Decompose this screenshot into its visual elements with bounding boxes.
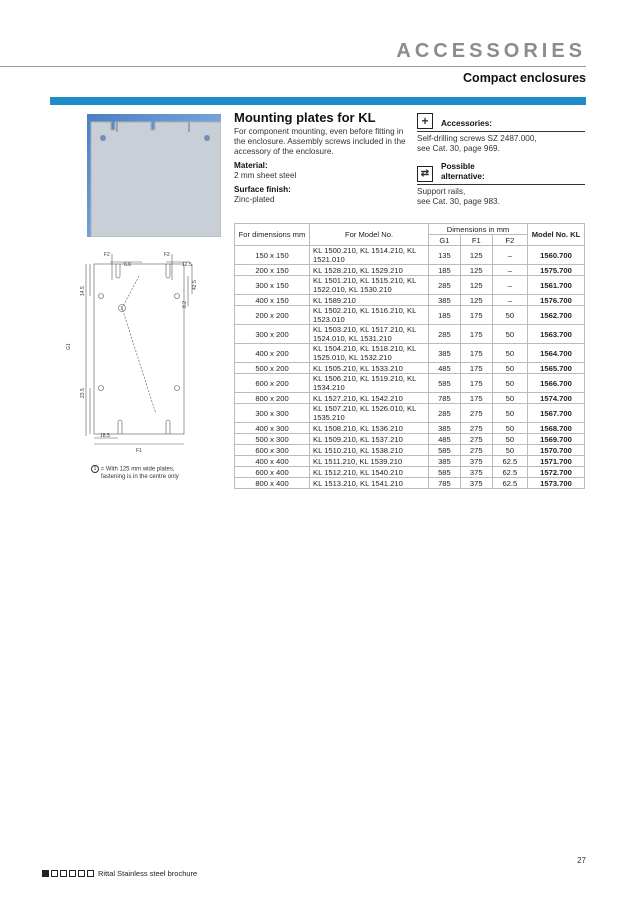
table-cell: – [492,265,527,276]
finish-label: Surface finish: [234,185,291,194]
table-cell: KL 1510.210, KL 1538.210 [310,445,429,456]
swap-arrows-icon: ⇄ [417,166,433,182]
accessories-label: Accessories: [441,119,492,128]
header-dims-mm: Dimensions in mm [429,224,528,235]
dim-23-5: 23.5 [80,388,86,398]
dim-g1: G1 [66,343,72,350]
table-cell: 1560.700 [528,246,585,265]
table-cell: 300 x 150 [235,276,310,295]
mounting-plates-table [234,223,585,489]
table-cell: 175 [460,306,492,325]
table-cell: 50 [492,344,527,363]
table-row [235,246,585,265]
table-cell: 785 [429,478,461,489]
accessories-text-1: Self-drilling screws SZ 2487.000, [417,134,537,143]
table-cell: 50 [492,434,527,445]
table-cell: 600 x 200 [235,374,310,393]
table-cell: 175 [460,325,492,344]
table-cell: 150 x 150 [235,246,310,265]
table-row [235,445,585,456]
table-row [235,456,585,467]
table-cell: 1562.700 [528,306,585,325]
product-description-block [234,127,414,209]
table-cell: 1568.700 [528,423,585,434]
table-row [235,393,585,404]
table-cell: KL 1502.210, KL 1516.210, KL 1523.010 [310,306,429,325]
empty-square-icon [69,870,76,877]
table-row [235,404,585,423]
table-cell: 585 [429,467,461,478]
alternative-label-1: Possible [441,162,475,171]
header-f1: F1 [460,235,492,246]
dim-f2-left: F2 [104,252,110,258]
table-cell: KL 1513.210, KL 1541.210 [310,478,429,489]
accessories-text-2: see Cat. 30, page 969. [417,144,500,153]
material-label: Material: [234,161,268,170]
dim-18-5: 18.5 [100,433,110,439]
table-cell: 185 [429,306,461,325]
brochure-name: Rittal Stainless steel brochure [98,869,198,878]
table-cell: – [492,246,527,265]
table-cell: 125 [460,295,492,306]
table-cell: 62.5 [492,478,527,489]
empty-square-icon [60,870,67,877]
table-cell: 385 [429,456,461,467]
table-cell: 175 [460,393,492,404]
table-cell: KL 1506.210, KL 1519.210, KL 1534.210 [310,374,429,393]
marker-1: 1 [120,306,124,312]
header-f2: F2 [492,235,527,246]
table-cell: 175 [460,344,492,363]
table-row [235,478,585,489]
table-row [235,295,585,306]
table-cell: KL 1508.210, KL 1536.210 [310,423,429,434]
table-cell: 50 [492,445,527,456]
table-cell: 600 x 300 [235,445,310,456]
table-cell: 500 x 200 [235,363,310,374]
header-model: For Model No. [310,224,429,246]
alternative-box [417,162,585,207]
table-cell: 1576.700 [528,295,585,306]
table-cell: 375 [460,467,492,478]
table-cell: KL 1500.210, KL 1514.210, KL 1521.010 [310,246,429,265]
table-cell: 375 [460,456,492,467]
table-cell: 800 x 400 [235,478,310,489]
header-dimensions: For dimensions mm [235,224,310,246]
table-cell: 1563.700 [528,325,585,344]
table-cell: 485 [429,363,461,374]
table-cell: 785 [429,393,461,404]
material-value: 2 mm sheet steel [234,171,297,180]
table-cell: KL 1528.210, KL 1529.210 [310,265,429,276]
table-row [235,344,585,363]
dim-6-6: 6.6 [124,262,131,268]
header-model-kl: Model No. KL [528,224,585,246]
table-cell: 400 x 150 [235,295,310,306]
table-cell: KL 1507.210, KL 1526.010, KL 1535.210 [310,404,429,423]
table-cell: 1567.700 [528,404,585,423]
table-row [235,276,585,295]
table-cell: 485 [429,434,461,445]
empty-square-icon [87,870,94,877]
mounting-plate-photo [87,114,221,237]
table-cell: 400 x 200 [235,344,310,363]
table-cell: 1575.700 [528,265,585,276]
table-cell: 400 x 400 [235,456,310,467]
table-cell: 125 [460,276,492,295]
table-cell: KL 1505.210, KL 1533.210 [310,363,429,374]
table-cell: – [492,276,527,295]
table-cell: 800 x 200 [235,393,310,404]
table-cell: 62.5 [492,467,527,478]
footer-brochure [42,869,197,878]
table-cell: 50 [492,325,527,344]
accessories-box [417,113,585,154]
table-cell: 185 [429,265,461,276]
dim-14-5: 14.5 [80,286,86,296]
table-cell: 135 [429,246,461,265]
filled-square-icon [42,870,49,877]
table-row [235,265,585,276]
table-cell: 385 [429,344,461,363]
finish-value: Zinc-plated [234,195,275,204]
section-title: ACCESSORIES [396,40,586,62]
table-cell: 285 [429,325,461,344]
table-cell: 585 [429,445,461,456]
table-cell: KL 1511.210, KL 1539.210 [310,456,429,467]
dim-8-2: 8.2 [182,301,188,308]
table-cell: 1565.700 [528,363,585,374]
table-cell: 275 [460,404,492,423]
table-cell: 1570.700 [528,445,585,456]
footnote-marker-icon: 1 [91,465,99,473]
table-row [235,423,585,434]
table-row [235,325,585,344]
table-cell: KL 1509.210, KL 1537.210 [310,434,429,445]
table-cell: KL 1501.210, KL 1515.210, KL 1522.010, KL 1530.210 [310,276,429,295]
table-cell: 50 [492,393,527,404]
product-description: For component mounting, even before fitting in the enclosure. Assembly screws included in the accessory of the enclosure. [234,127,406,156]
table-cell: 1564.700 [528,344,585,363]
table-cell: 125 [460,246,492,265]
table-cell: KL 1512.210, KL 1540.210 [310,467,429,478]
table-cell: 50 [492,363,527,374]
technical-drawing [66,246,206,464]
empty-square-icon [78,870,85,877]
table-cell: KL 1527.210, KL 1542.210 [310,393,429,404]
table-cell: 125 [460,265,492,276]
table-cell: 300 x 200 [235,325,310,344]
dim-f2-right: F2 [164,252,170,258]
table-cell: 50 [492,423,527,434]
alternative-label-2: alternative: [441,172,485,181]
table-cell: 375 [460,478,492,489]
table-cell: 385 [429,423,461,434]
plus-icon: + [417,113,433,129]
table-cell: 1573.700 [528,478,585,489]
table-cell: 200 x 200 [235,306,310,325]
table-cell: 1561.700 [528,276,585,295]
blue-accent-bar [50,97,586,105]
table-cell: KL 1504.210, KL 1518.210, KL 1525.010, KL 1532.210 [310,344,429,363]
table-cell: 275 [460,445,492,456]
table-cell: 275 [460,423,492,434]
table-row [235,434,585,445]
table-row [235,467,585,478]
table-cell: 50 [492,306,527,325]
table-cell: 285 [429,404,461,423]
table-cell: 400 x 300 [235,423,310,434]
table-cell: 175 [460,363,492,374]
table-row [235,363,585,374]
table-cell: 300 x 300 [235,404,310,423]
table-row [235,306,585,325]
table-cell: 600 x 400 [235,467,310,478]
table-row [235,374,585,393]
drawing-footnote [91,465,221,481]
table-cell: 1566.700 [528,374,585,393]
table-cell: 175 [460,374,492,393]
table-cell: 1571.700 [528,456,585,467]
table-cell: 285 [429,276,461,295]
page-number: 27 [577,856,586,865]
alternative-text-2: see Cat. 30, page 983. [417,197,500,206]
table-cell: – [492,295,527,306]
table-cell: 275 [460,434,492,445]
table-cell: 385 [429,295,461,306]
alternative-label [441,162,485,182]
table-cell: 1572.700 [528,467,585,478]
alternative-text-1: Support rails, [417,187,466,196]
table-cell: 1569.700 [528,434,585,445]
table-cell: 200 x 150 [235,265,310,276]
footnote-line-1: = With 125 mm wide plates, [100,466,175,473]
dim-12-5: 12.5 [182,262,192,268]
dim-f1: F1 [136,448,142,454]
table-cell: 62.5 [492,456,527,467]
table-cell: 50 [492,404,527,423]
table-cell: 500 x 300 [235,434,310,445]
footnote-line-2: fastening is in the centre only [101,473,179,480]
table-cell: KL 1503.210, KL 1517.210, KL 1524.010, KL 1531.210 [310,325,429,344]
empty-square-icon [51,870,58,877]
product-title: Mounting plates for KL [234,110,376,125]
header-g1: G1 [429,235,461,246]
dim-42-5: 42.5 [192,280,198,290]
table-cell: KL 1589.210 [310,295,429,306]
table-cell: 50 [492,374,527,393]
table-cell: 1574.700 [528,393,585,404]
table-cell: 585 [429,374,461,393]
section-subtitle: Compact enclosures [463,71,586,85]
header-rule [0,66,586,67]
